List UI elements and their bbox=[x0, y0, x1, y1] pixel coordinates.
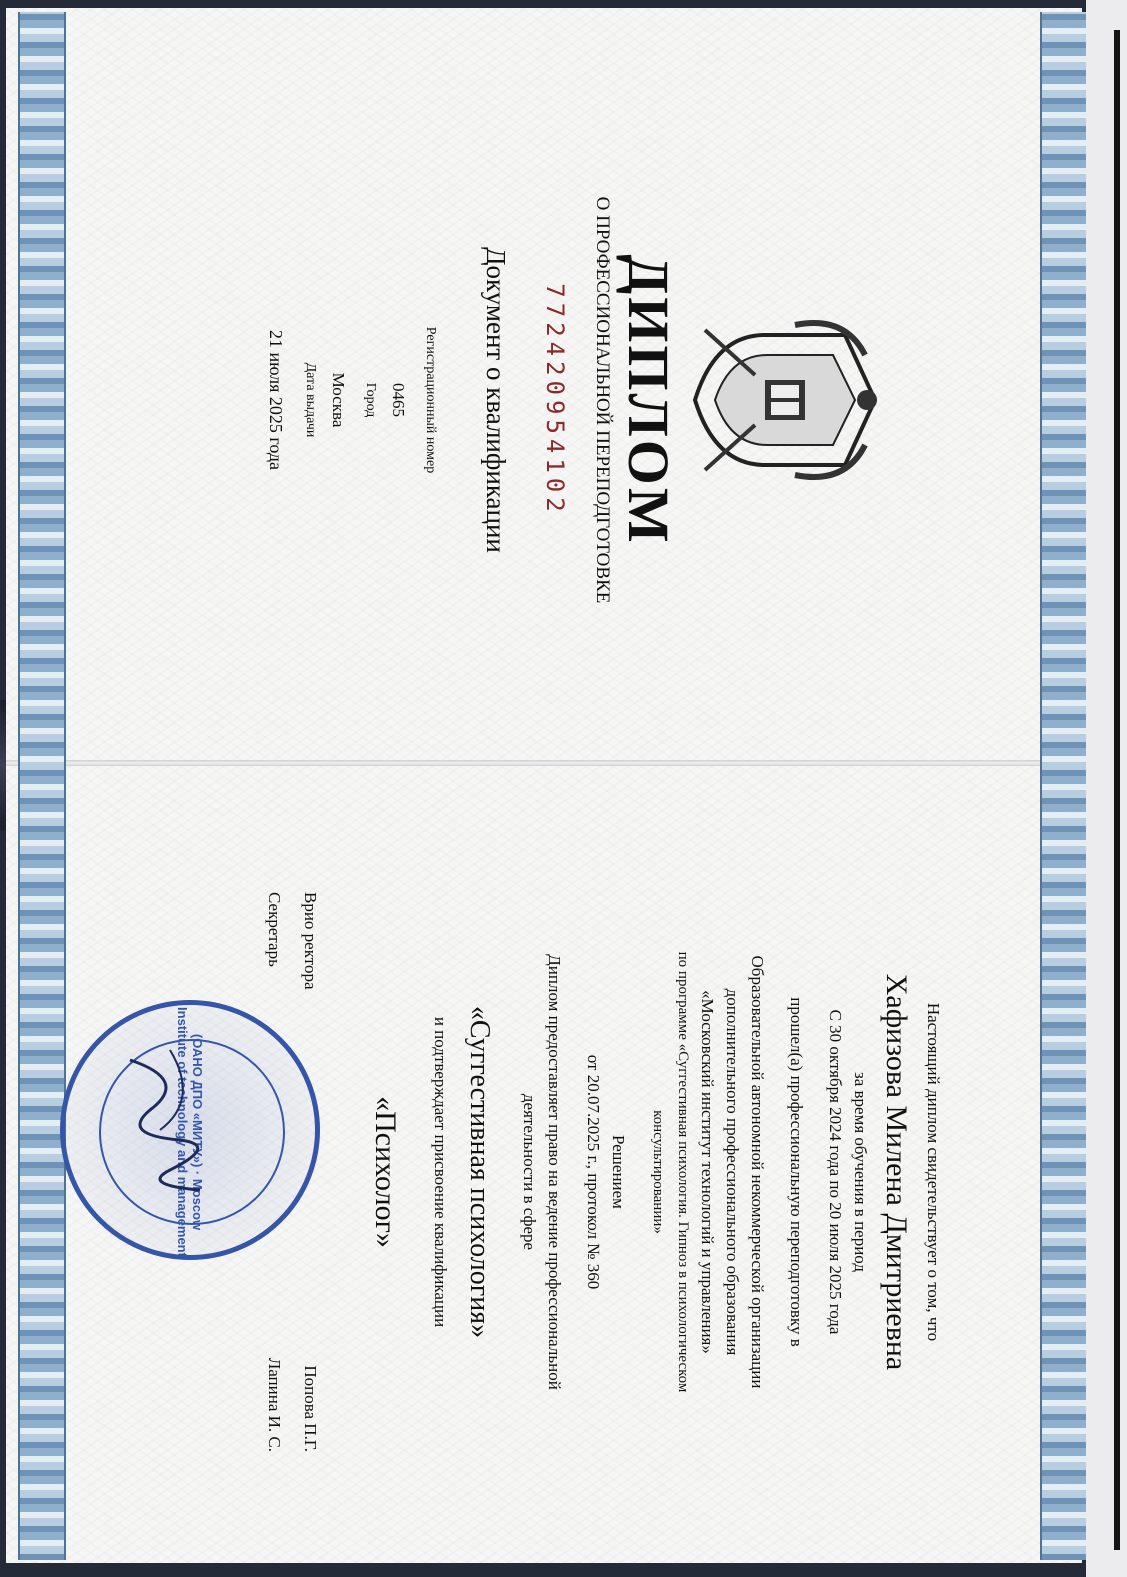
period-label: за время обучения в период bbox=[851, 1072, 870, 1272]
diploma-title: ДИПЛОМ bbox=[616, 254, 681, 546]
organization-line-1: Образовательной автономной некоммерческой организации bbox=[748, 955, 767, 1389]
professional-sphere: «Суггестивная психология» bbox=[464, 1005, 495, 1339]
diploma-subtitle: О ПРОФЕССИОНАЛЬНОЙ ПЕРЕПОДГОТОВКЕ bbox=[592, 196, 613, 604]
secretary-name: Лапина И. С. bbox=[265, 1357, 284, 1452]
qualification-confirm-text: и подтверждает присвоение квалификации bbox=[431, 1016, 450, 1328]
serial-number: 772420954102 bbox=[541, 283, 569, 517]
organization-line-3: «Московский институт технологий и управления» bbox=[698, 990, 717, 1354]
ornamental-border-right bbox=[1040, 12, 1088, 1560]
decision-details: от 20.07.2025 г., протокол № 360 bbox=[584, 1054, 603, 1290]
study-period: С 30 октября 2024 года по 20 июля 2025 года bbox=[826, 1009, 845, 1335]
intro-text: Настоящий диплом свидетельствует о том, что bbox=[924, 1002, 943, 1342]
rights-line-2: деятельности в сфере bbox=[520, 1093, 539, 1251]
stamp-text: (ОАНО ДПО «МИТУ») · Moscow Institute of technology and management bbox=[175, 1007, 205, 1257]
qualification-title: «Психолог» bbox=[369, 1096, 402, 1248]
program-line-1: по программе «Суггестивная психология. Гипноз в психологическом bbox=[675, 951, 691, 1393]
issue-date-label: Дата выдачи bbox=[303, 362, 318, 438]
city-label: Город bbox=[363, 382, 378, 418]
rector-name: Попова П.Г. bbox=[301, 1365, 320, 1452]
registration-number-label: Регистрационный номер bbox=[423, 326, 438, 474]
passed-text: прошел(а) профессиональную переподготовку в bbox=[787, 997, 806, 1347]
rights-line-1: Диплом предоставляет право на ведение профессиональной bbox=[545, 954, 564, 1390]
diploma-title-section bbox=[60, 60, 700, 740]
decision-label: Решением bbox=[609, 1135, 628, 1209]
issue-date: 21 июля 2025 года bbox=[266, 330, 286, 470]
secretary-role: Секретарь bbox=[265, 892, 284, 967]
organization-line-2: дополнительного профессионального образования bbox=[723, 988, 742, 1356]
handwritten-signature bbox=[110, 1040, 230, 1200]
city: Москва bbox=[329, 372, 348, 428]
document-type: Документ о квалификации bbox=[481, 247, 511, 553]
background-edge bbox=[1086, 0, 1127, 1577]
program-line-2: консультировании» bbox=[650, 1110, 666, 1234]
registration-number: 0465 bbox=[389, 383, 408, 417]
graduate-name: Хафизова Милена Дмитриевна bbox=[880, 973, 913, 1371]
coat-of-arms-emblem bbox=[685, 315, 885, 485]
rector-role: Врио ректора bbox=[301, 892, 320, 990]
page-crease bbox=[6, 760, 1082, 766]
